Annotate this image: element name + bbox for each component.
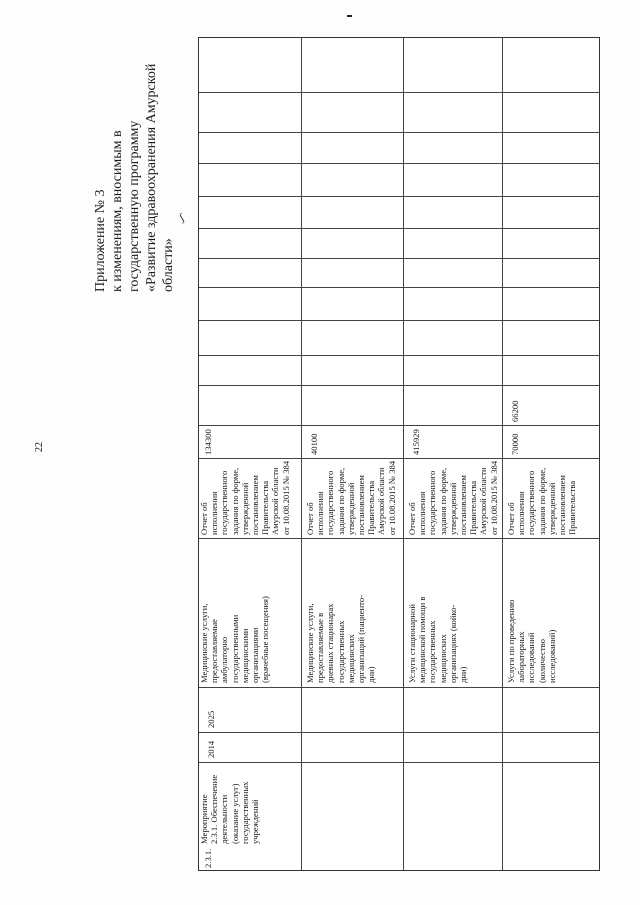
report-cell: Отчет об исполнении государственного задания по форме, утвержденной постановлением Правительства Амурской области от 10.08.2015 № 384 [407, 460, 499, 535]
appendix-line: к изменениям, вносимым в [110, 130, 125, 292]
appendix-line: «Развитие здравоохранения Амурской [144, 63, 159, 292]
measure-line: (оказание услуг) [229, 783, 240, 844]
grid-line [199, 258, 599, 259]
grid-line [199, 538, 599, 539]
page-number: 22 [34, 442, 45, 452]
grid-line [199, 196, 599, 197]
grid-line [199, 687, 599, 688]
grid-line [199, 287, 599, 288]
grid-line [199, 163, 599, 164]
grid-line [199, 132, 599, 133]
service-value: 70000 [510, 433, 520, 455]
appendix-heading [92, 64, 177, 292]
grid-line [199, 385, 599, 386]
grid-line [199, 458, 599, 459]
service-name: Услуги стационарной медицинской помощи в государственных медицинских организациях (койко- дни) [407, 596, 469, 683]
measure-line: деятельности [219, 794, 230, 844]
measure-line: государственных [239, 781, 250, 844]
grid-line [199, 425, 599, 426]
grid-line [199, 228, 599, 229]
appendix-line: государственную программу [127, 120, 142, 292]
pen-mark: ʃ [177, 211, 187, 225]
report-cell: Отчет об исполнении государственного задания по форме, утвержденной постановлением Правительства Амурской области от 10.08.2015 № 384 [199, 460, 291, 535]
measure-line: учреждений [250, 799, 261, 844]
scan-mark [347, 15, 352, 17]
measure-line: Мероприятие [199, 794, 209, 844]
service-name: Услуги по проведению лабораторных исследований (количество исследований) [506, 599, 557, 683]
program-table [198, 37, 600, 871]
service-value: 66200 [510, 400, 520, 422]
service-name: Медицинские услуги, предоставляемые в дневных стационарах государственных медицинских организаций (пациенто- дни) [305, 595, 377, 683]
row-number: 2.3.1. [203, 848, 213, 868]
appendix-line: Приложение № 3 [93, 189, 108, 292]
report-cell: Отчет об исполнении государственного задания по форме, утвержденной постановлением Правительства Амурской области от 10.08.2015 № 384 [305, 460, 397, 535]
appendix-line: области» [161, 238, 176, 292]
year-end: 2025 [206, 710, 216, 728]
service-value: 40100 [309, 433, 319, 455]
report-cell: Отчет об исполнении государственного задания по форме, утвержденной постановлением Правительства [506, 467, 578, 535]
grid-line [199, 355, 599, 356]
grid-line [199, 320, 599, 321]
year-start: 2014 [206, 740, 216, 758]
measure-line: 2.3.1. Обеспечение [209, 774, 220, 844]
service-value: 415929 [411, 429, 421, 455]
service-value: 134300 [203, 429, 213, 455]
service-name: Медицинские услуги, предоставляемые амбулаторно государственными медицинскими организациями (врачебные посещения) [199, 596, 271, 683]
grid-line [199, 92, 599, 93]
